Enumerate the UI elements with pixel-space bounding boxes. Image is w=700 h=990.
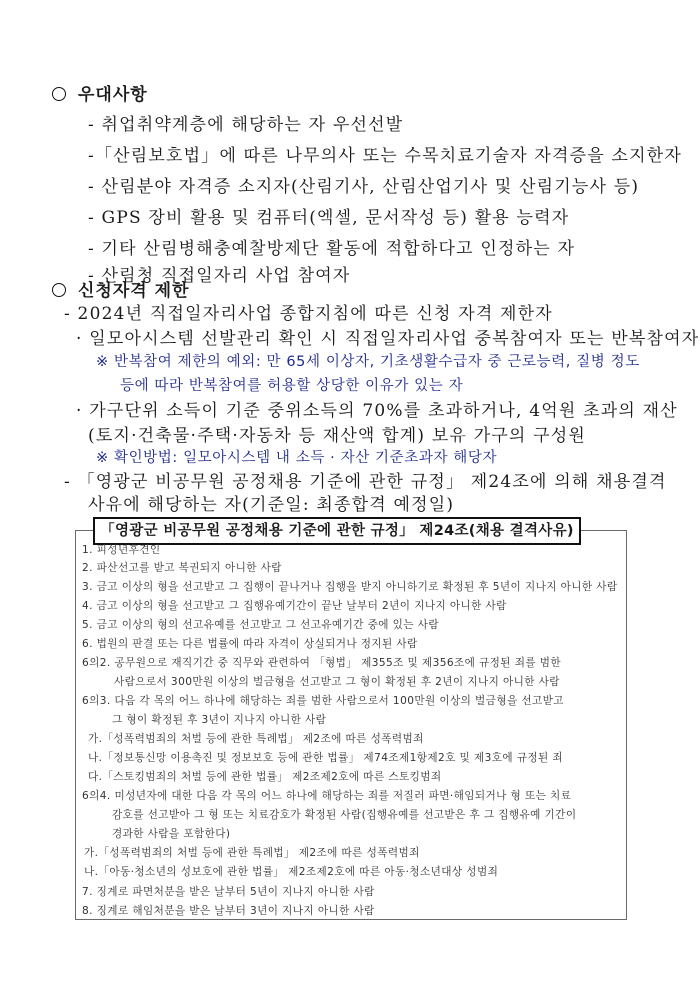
preferential-item: - 기타 산림병해충예찰방제단 활동에 적합하다고 인정하는 자 [88, 239, 576, 259]
preferential-item: - 산림분야 자격증 소지자(산림기사, 산림산업기사 및 산림기능사 등) [88, 177, 640, 197]
restriction-note-continuation: 등에 따라 반복참여를 허용할 상당한 이유가 있는 자 [120, 378, 464, 394]
regulation-line: 5. 금고 이상의 형의 선고유예를 선고받고 그 선고유예기간 중에 있는 사람 [82, 619, 439, 631]
section-title: 우대사항 [78, 85, 148, 105]
section-heading-restriction [52, 276, 189, 301]
regulation-subline: 나.「정보통신망 이용촉진 및 정보보호 등에 관한 법률」 제74조제1항제2호 및 제3호에 규정된 죄 [88, 752, 564, 764]
regulation-subline: 나.「아동·청소년의 성보호에 관한 법률」 제2조제2호에 따른 아동·청소년대상 성범죄 [84, 866, 499, 878]
section-title: 신청자격 제한 [78, 281, 190, 301]
preferential-item: - GPS 장비 활용 및 컴퓨터(엑셀, 문서작성 등) 활용 능력자 [88, 208, 570, 228]
restriction-item-continuation: 사유에 해당하는 자(기준일: 최종합격 예정일) [88, 495, 455, 515]
regulation-line: 6의3. 다음 각 목의 어느 하나에 해당하는 죄를 범한 사람으로서 100만원 이상의 벌금형을 선고받고 [82, 695, 564, 707]
regulation-subline: 가.「성폭력범죄의 처벌 등에 관한 특례법」 제2조에 따른 성폭력범죄 [88, 733, 424, 745]
regulation-line: 3. 금고 이상의 형을 선고받고 그 집행이 끝나거나 집행을 받지 아니하기로 확정된 후 5년이 지나지 아니한 사람 [82, 581, 618, 593]
regulation-line-continuation: 감호를 선고받아 그 형 또는 치료감호가 확정된 사람(집행유예를 선고받은 후 그 집행유예 기간이 [112, 809, 577, 821]
circle-bullet-icon [52, 283, 66, 297]
regulation-line: 4. 금고 이상의 형을 선고받고 그 집행유예기간이 끝난 날부터 2년이 지나지 아니한 사람 [82, 600, 507, 612]
regulation-subline: 가.「성폭력범죄의 처벌 등에 관한 특례법」 제2조에 따른 성폭력범죄 [84, 847, 420, 859]
preferential-item: - 산림청 직접일자리 사업 참여자 [88, 266, 351, 286]
regulation-line-continuation: 사람으로서 300만원 이상의 벌금형을 선고받고 그 형이 확정된 후 2년이 지나지 아니한 사람 [114, 676, 560, 688]
circle-bullet-icon [52, 87, 66, 101]
restriction-subitem: · 가구단위 소득이 기준 중위소득의 70%를 초과하거나, 4억원 초과의 재산 [76, 401, 678, 421]
section-heading-preferential [52, 80, 148, 105]
regulation-line: 2. 파산선고를 받고 복권되지 아니한 사람 [82, 562, 282, 574]
restriction-subitem: · 일모아시스템 선발관리 확인 시 직접일자리사업 중복참여자 또는 반복참여자 [76, 329, 700, 349]
regulation-line-continuation: 그 형이 확정된 후 3년이 지나지 아니한 사람 [112, 714, 327, 726]
regulation-line: 1. 피성년후견인 [82, 544, 161, 556]
regulation-subline: 다.「스토킹범죄의 처벌 등에 관한 법률」 제2조제2호에 따른 스토킹범죄 [88, 771, 442, 783]
restriction-note: ※ 확인방법: 일모아시스템 내 소득 · 자산 기준초과자 해당자 [96, 450, 498, 466]
preferential-item: - 취업취약계층에 해당하는 자 우선선발 [88, 115, 404, 135]
restriction-subitem-continuation: (토지·건축물·주택·자동차 등 재산액 합계) 보유 가구의 구성원 [88, 426, 587, 446]
restriction-item: - 2024년 직접일자리사업 종합지침에 따른 신청 자격 제한자 [64, 304, 553, 324]
regulation-line: 6의4. 미성년자에 대한 다음 각 목의 어느 하나에 해당하는 죄를 저질러 파면·해임되거나 형 또는 치료 [82, 790, 572, 802]
restriction-item: - 「영광군 비공무원 공정채용 기준에 관한 규정」 제24조에 의해 채용결격 [64, 472, 667, 492]
regulation-line-continuation: 경과한 사람을 포함한다) [112, 828, 231, 840]
regulation-line: 7. 징계로 파면처분을 받은 날부터 5년이 지나지 아니한 사람 [82, 886, 375, 898]
regulation-line: 6. 법원의 판결 또는 다른 법률에 따라 자격이 상실되거나 정지된 사람 [82, 638, 418, 650]
regulation-line: 6의2. 공무원으로 재직기간 중 직무와 관련하여 「형법」 제355조 및 제356조에 규정된 죄를 범한 [82, 657, 561, 669]
regulation-line: 8. 징계로 해임처분을 받은 날부터 3년이 지나지 아니한 사람 [82, 905, 375, 917]
preferential-item: -「산림보호법」에 따른 나무의사 또는 수목치료기술자 자격증을 소지한자 [88, 146, 683, 166]
regulation-title: 「영광군 비공무원 공정채용 기준에 관한 규정」 제24조(채용 결격사유) [93, 517, 581, 545]
restriction-note: ※ 반복참여 제한의 예외: 만 65세 이상자, 기초생활수급자 중 근로능력, 질병 정도 [96, 354, 640, 370]
